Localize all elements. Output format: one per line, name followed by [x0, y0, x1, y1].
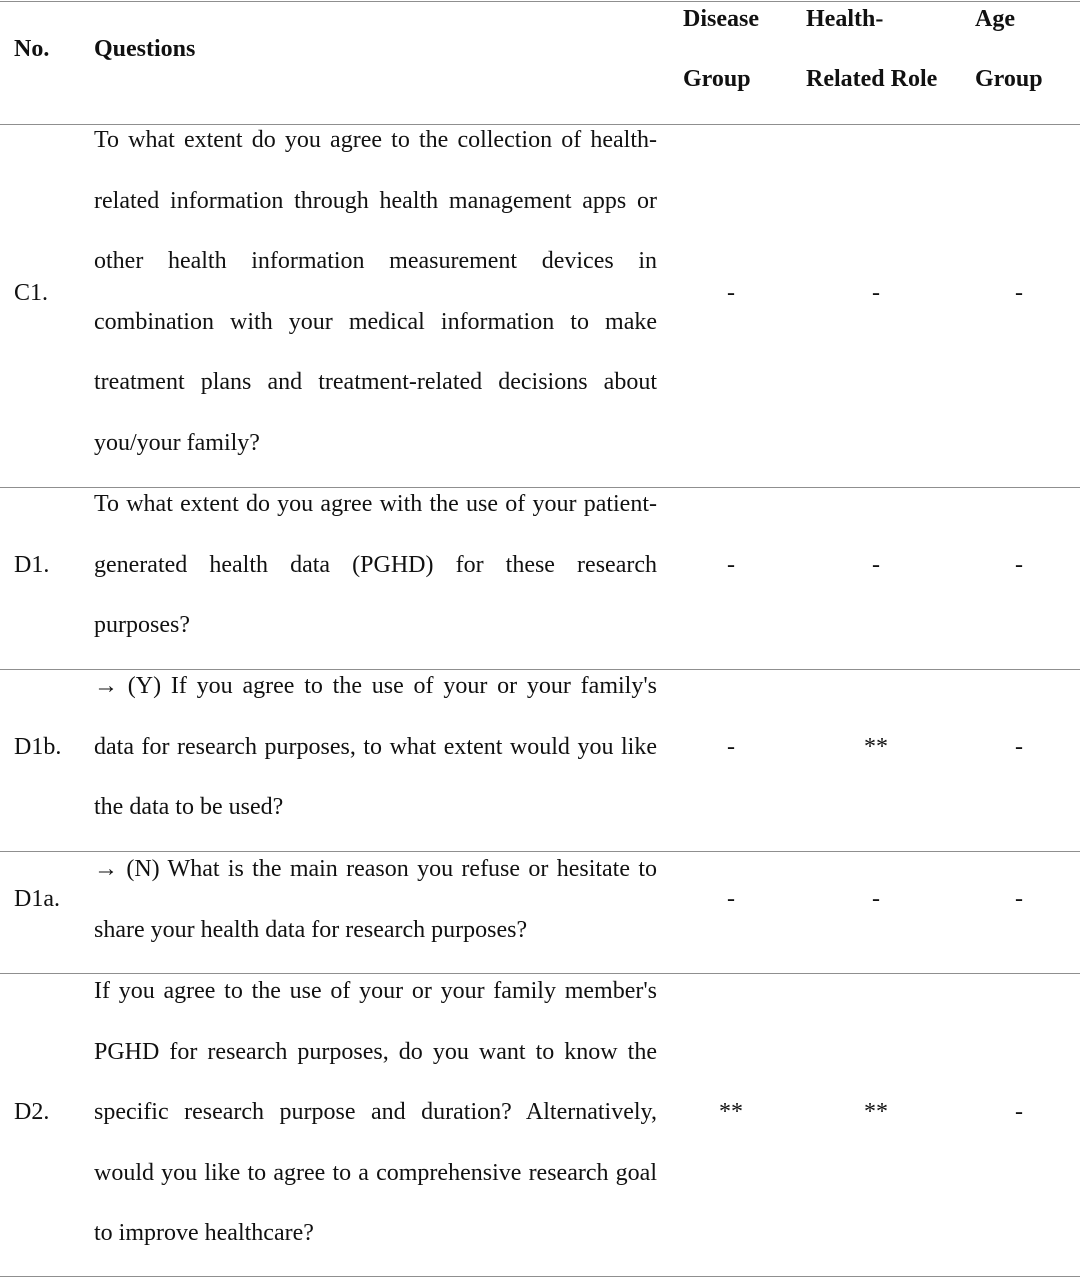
age-group-value: - [1015, 1099, 1023, 1125]
disease-group-value: ** [719, 1099, 743, 1125]
age-group-value: - [1015, 280, 1023, 306]
header-age-group-line1: Age [975, 6, 1015, 32]
header-disease-group [683, 0, 759, 109]
header-age-group-line2: Group [975, 66, 1043, 92]
disease-group-value: - [727, 552, 735, 578]
age-group-value: - [1015, 886, 1023, 912]
disease-group-value: - [727, 280, 735, 306]
header-health-related-role [806, 0, 937, 109]
row-question: To what extent do you agree to the collection of health-related information through health management apps or other health information measurement devices in combination with your medical information to make treatment plans and treatment-related decisions about you/your family? [94, 127, 657, 456]
header-health-role-line1: Health- [806, 6, 884, 32]
row-number: C1. [14, 280, 49, 306]
disease-group-value: - [727, 734, 735, 760]
header-age-group [975, 0, 1043, 109]
health-related-role-value: ** [864, 1099, 888, 1125]
header-disease-group-line2: Group [683, 66, 751, 92]
row-number: D1. [14, 552, 50, 578]
header-health-role-line2: Related Role [806, 66, 938, 92]
age-group-value: - [1015, 734, 1023, 760]
table-bottom-rule [0, 1276, 1080, 1277]
health-related-role-value: - [872, 886, 880, 912]
row-number: D2. [14, 1099, 50, 1125]
header-questions: Questions [94, 36, 196, 62]
header-no: No. [14, 36, 50, 62]
row-question: To what extent do you agree with the use of your patient-generated health data (PGHD) for these research purposes? [94, 491, 657, 638]
row-question: If you agree to the use of your or your family member's PGHD for research purposes, do you want to know the specific research purpose and duration? Alternatively, would you like to agree to a comprehensive research goal to improve healthcare? [94, 978, 657, 1246]
row-question: → (Y) If you agree to the use of your or your family's data for research purposes, to what extent would you like the data to be used? [94, 673, 657, 820]
disease-group-value: - [727, 886, 735, 912]
age-group-value: - [1015, 552, 1023, 578]
health-related-role-value: - [872, 552, 880, 578]
header-disease-group-line1: Disease [683, 6, 759, 32]
row-number: D1a. [14, 886, 60, 912]
health-related-role-value: ** [864, 734, 888, 760]
row-question: → (N) What is the main reason you refuse or hesitate to share your health data for research purposes? [94, 856, 657, 943]
row-number: D1b. [14, 734, 62, 760]
health-related-role-value: - [872, 280, 880, 306]
